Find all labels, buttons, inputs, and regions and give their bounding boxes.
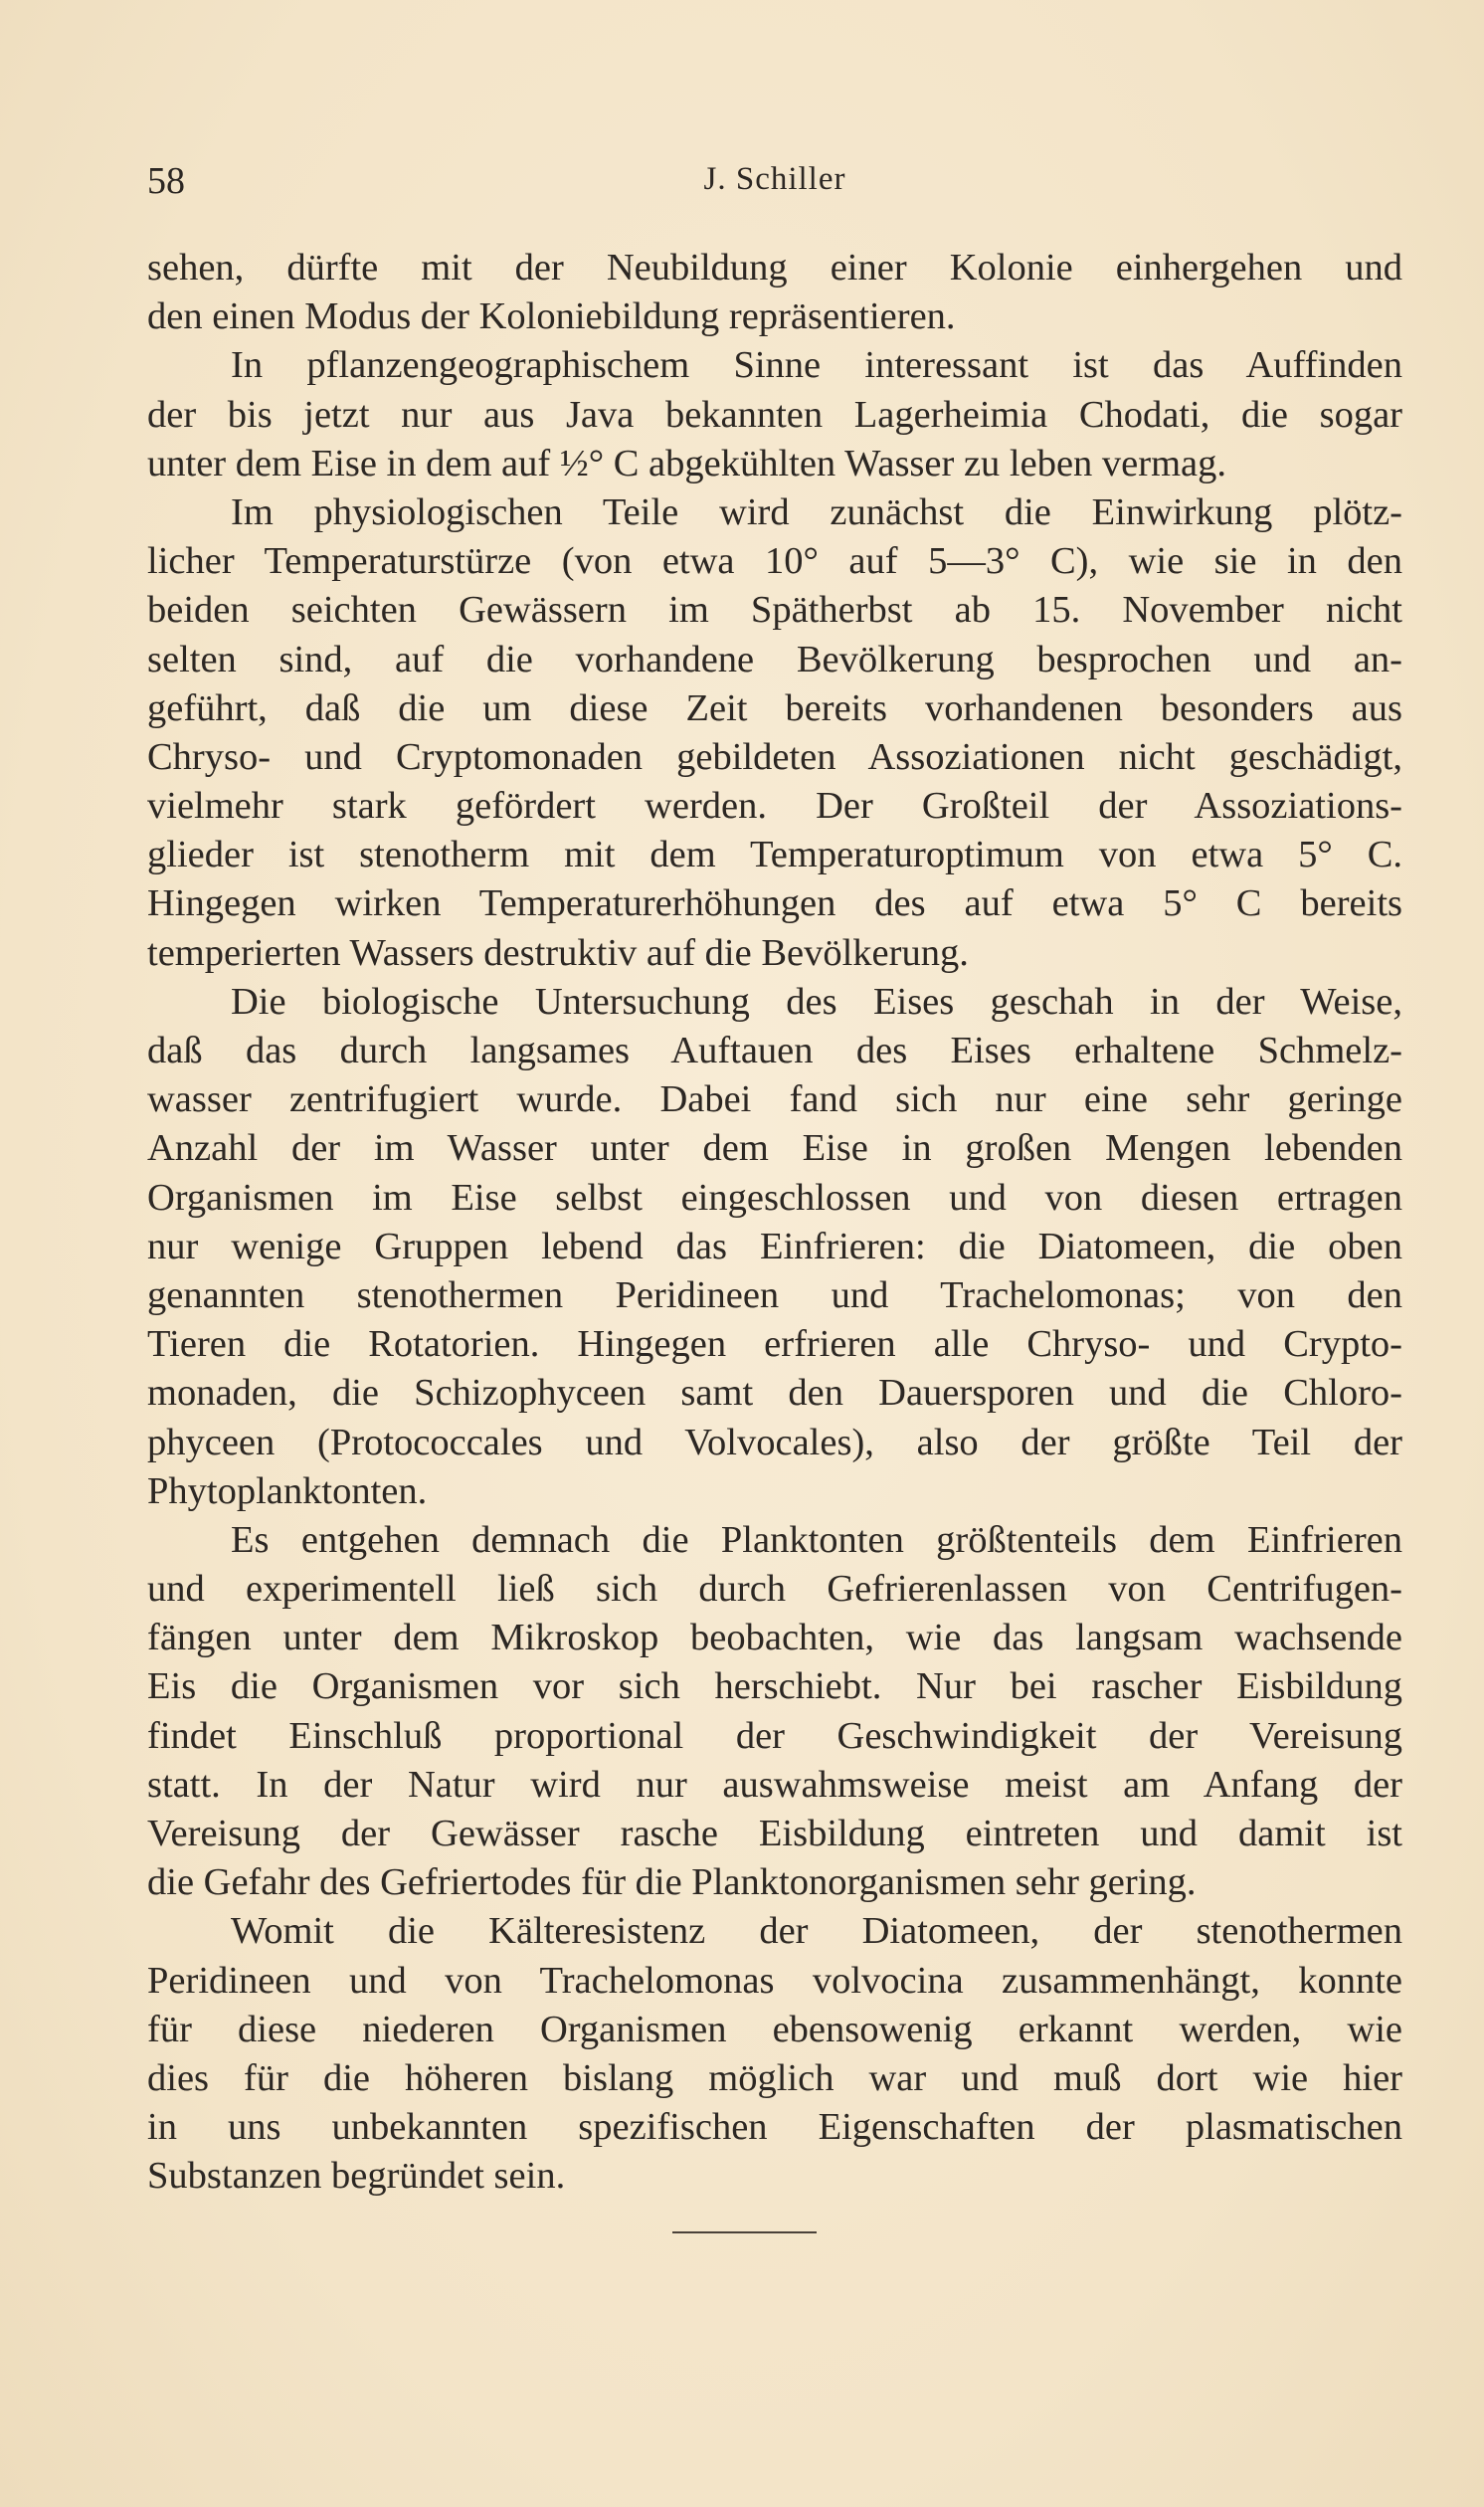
text-line: licher Temperaturstürze (von etwa 10° auf 5—3° C), wie sie in den	[147, 540, 1402, 583]
end-rule	[672, 2231, 817, 2233]
text-line: temperierten Wassers destruktiv auf die Bevölkerung.	[147, 931, 969, 974]
running-head: J. Schiller	[703, 161, 846, 197]
text-line: Die biologische Untersuchung des Eises geschah in der Weise,	[231, 980, 1402, 1023]
text-line: nur wenige Gruppen lebend das Einfrieren: die Diatomeen, die oben	[147, 1225, 1402, 1267]
text-line: Anzahl der im Wasser unter dem Eise in großen Mengen lebenden	[147, 1127, 1402, 1170]
text-line: monaden, die Schizophyceen samt den Dauersporen und die Chloro-	[147, 1372, 1402, 1415]
text-line: die Gefahr des Gefriertodes für die Planktonorganismen sehr gering.	[147, 1861, 1197, 1904]
text-line: Womit die Kälteresistenz der Diatomeen, der stenothermen	[231, 1910, 1402, 1953]
text-line: der bis jetzt nur aus Java bekannten Lagerheimia Chodati, die sogar	[147, 393, 1402, 436]
text-line: beiden seichten Gewässern im Spätherbst ab 15. November nicht	[147, 589, 1402, 632]
text-line: phyceen (Protococcales und Volvocales), also der größte Teil der	[147, 1421, 1402, 1463]
body-text	[147, 244, 1402, 2202]
text-line: daß das durch langsames Auftauen des Eises erhaltene Schmelz-	[147, 1030, 1402, 1071]
text-line: Hingegen wirken Temperaturerhöhungen des auf etwa 5° C bereits	[147, 882, 1402, 925]
text-line: geführt, daß die um diese Zeit bereits vorhandenen besonders aus	[147, 686, 1402, 729]
paragraph	[147, 244, 1402, 341]
page-header	[147, 159, 1402, 203]
text-line: Tieren die Rotatorien. Hingegen erfrieren alle Chryso- und Crypto-	[147, 1323, 1402, 1366]
paragraph	[147, 1516, 1402, 1908]
text-line: findet Einschluß proportional der Geschwindigkeit der Vereisung	[147, 1714, 1402, 1757]
text-line: für diese niederen Organismen ebensowenig erkannt werden, wie	[147, 2008, 1402, 2050]
text-line: Organismen im Eise selbst eingeschlossen und von diesen ertragen	[147, 1176, 1402, 1219]
text-line: in uns unbekannten spezifischen Eigenschaften der plasmatischen	[147, 2106, 1402, 2149]
text-line: Eis die Organismen vor sich herschiebt. Nur bei rascher Eisbildung	[147, 1665, 1402, 1708]
text-line: den einen Modus der Koloniebildung repräsentieren.	[147, 295, 956, 338]
paragraph	[147, 978, 1402, 1516]
text-line: Substanzen begründet sein.	[147, 2155, 566, 2198]
text-line: statt. In der Natur wird nur auswahmsweise meist am Anfang der	[147, 1763, 1402, 1806]
text-line: Im physiologischen Teile wird zunächst die Einwirkung plötz-	[231, 490, 1402, 533]
text-line: Peridineen und von Trachelomonas volvocina zusammenhängt, konnte	[147, 1959, 1402, 2002]
text-line: In pflanzengeographischem Sinne interessant ist das Auffinden	[231, 344, 1402, 387]
text-line: fängen unter dem Mikroskop beobachten, wie das langsam wachsende	[147, 1617, 1402, 1659]
text-line: Phytoplanktonten.	[147, 1469, 428, 1512]
text-line: vielmehr stark gefördert werden. Der Großteil der Assoziations-	[147, 785, 1402, 828]
paragraph	[147, 341, 1402, 488]
paragraph	[147, 1907, 1402, 2201]
text-line: und experimentell ließ sich durch Gefrierenlassen von Centrifugen-	[147, 1568, 1402, 1611]
text-line: glieder ist stenotherm mit dem Temperaturoptimum von etwa 5° C.	[147, 834, 1402, 876]
text-line: wasser zentrifugiert wurde. Dabei fand sich nur eine sehr geringe	[147, 1078, 1402, 1121]
paragraph	[147, 488, 1402, 978]
text-line: selten sind, auf die vorhandene Bevölkerung besprochen und an-	[147, 638, 1402, 680]
text-line: Es entgehen demnach die Planktonten größtenteils dem Einfrieren	[231, 1518, 1402, 1561]
text-line: Chryso- und Cryptomonaden gebildeten Assoziationen nicht geschädigt,	[147, 735, 1402, 778]
text-line: genannten stenothermen Peridineen und Trachelomonas; von den	[147, 1273, 1402, 1316]
text-line: unter dem Eise in dem auf ½° C abgekühlten Wasser zu leben vermag.	[147, 442, 1226, 484]
text-line: dies für die höheren bislang möglich war und muß dort wie hier	[147, 2056, 1402, 2099]
page-number: 58	[147, 160, 185, 202]
text-line: sehen, dürfte mit der Neubildung einer Kolonie einhergehen und	[147, 247, 1402, 289]
text-line: Vereisung der Gewässer rasche Eisbildung eintreten und damit ist	[147, 1813, 1402, 1854]
